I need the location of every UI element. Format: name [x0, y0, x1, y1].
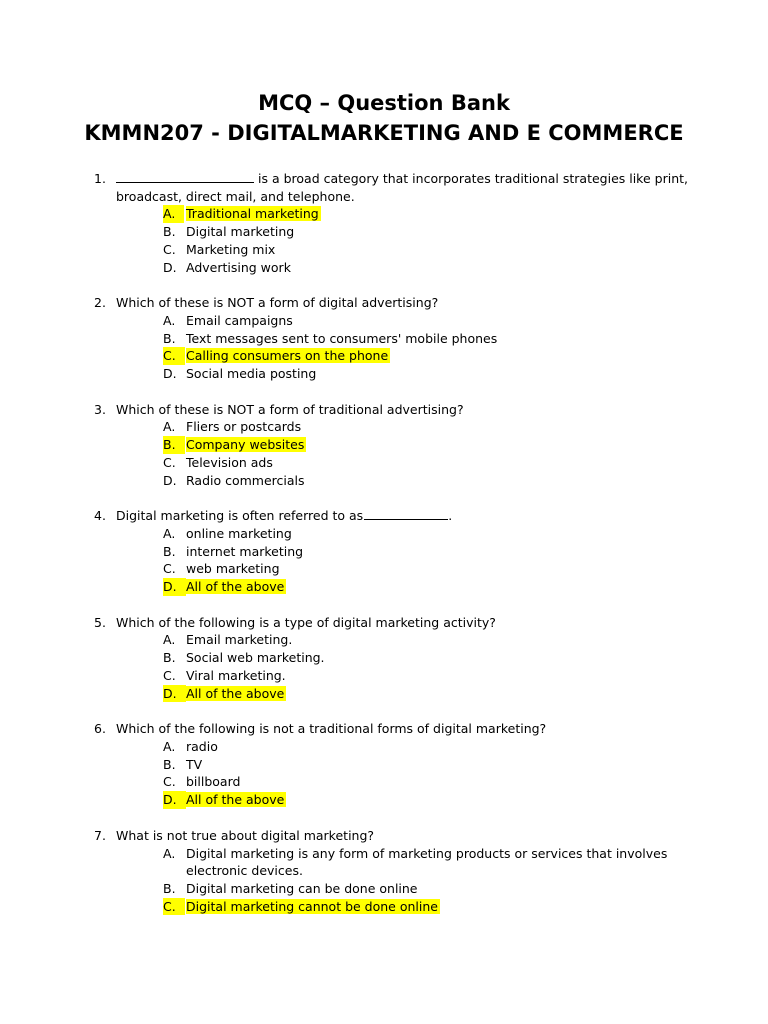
question-number: 5.	[94, 614, 106, 630]
option-list	[0, 418, 768, 489]
option-text: Television ads	[186, 454, 273, 470]
option-letter: D.	[163, 685, 186, 703]
question-text: Which of these is NOT a form of traditional advertising?	[116, 401, 464, 417]
option-text: Fliers or postcards	[186, 419, 302, 435]
option-letter: B.	[163, 436, 185, 454]
option-letter: A.	[163, 738, 176, 754]
option-letter: C.	[163, 667, 176, 683]
option-d	[0, 472, 768, 490]
option-d	[0, 365, 768, 383]
question-7	[0, 827, 768, 916]
option-d	[0, 578, 768, 596]
question-stem	[0, 294, 768, 312]
option-text: radio	[186, 738, 218, 754]
option-b	[0, 330, 768, 348]
option-letter: A.	[163, 845, 176, 861]
question-text: Digital marketing is often referred to as	[116, 508, 364, 524]
question-5	[0, 614, 768, 703]
option-text: web marketing	[186, 561, 280, 577]
option-text: Social media posting	[186, 366, 317, 382]
fill-in-blank	[364, 507, 448, 520]
option-list	[0, 205, 768, 276]
question-number: 4.	[94, 508, 106, 524]
option-c	[0, 241, 768, 259]
option-letter: C.	[163, 241, 176, 257]
option-text: Email campaigns	[186, 312, 293, 328]
question-stem	[0, 507, 768, 525]
option-text: Calling consumers on the phone	[186, 348, 389, 364]
option-letter: B.	[163, 880, 176, 896]
option-text: Text messages sent to consumers' mobile phones	[186, 330, 498, 346]
option-a	[0, 738, 768, 756]
question-number: 1.	[94, 171, 106, 186]
question-4	[0, 507, 768, 596]
option-text: Digital marketing can be done online	[186, 880, 418, 896]
option-letter: C.	[163, 898, 185, 916]
question-2	[0, 294, 768, 383]
option-text: Email marketing.	[186, 632, 293, 648]
option-text: Marketing mix	[186, 241, 276, 257]
option-b	[0, 543, 768, 561]
option-a	[0, 631, 768, 649]
option-text: Radio commercials	[186, 472, 305, 488]
option-c	[0, 454, 768, 472]
question-1	[0, 170, 768, 276]
option-text: Social web marketing.	[186, 650, 325, 666]
question-text: Which of these is NOT a form of digital advertising?	[116, 295, 439, 311]
question-stem	[0, 720, 768, 738]
option-d	[0, 685, 768, 703]
option-text: Company websites	[186, 437, 305, 453]
question-text: Which of the following is not a traditional forms of digital marketing?	[116, 721, 547, 737]
option-b	[0, 223, 768, 241]
question-number: 7.	[94, 827, 106, 843]
option-letter: A.	[163, 419, 176, 435]
option-list	[0, 845, 768, 916]
question-stem	[0, 170, 768, 205]
option-letter: B.	[163, 650, 176, 666]
option-letter: A.	[163, 312, 176, 328]
question-6	[0, 720, 768, 809]
document-title: MCQ – Question Bank	[258, 91, 510, 115]
option-a	[0, 205, 768, 223]
option-c	[0, 560, 768, 578]
question-3	[0, 401, 768, 490]
question-number: 3.	[94, 401, 106, 417]
option-text: Digital marketing cannot be done online	[186, 898, 438, 914]
option-text: Advertising work	[186, 259, 291, 275]
option-b	[0, 436, 768, 454]
fill-in-blank	[116, 170, 254, 183]
document-subtitle: KMMN207 - DIGITALMARKETING AND E COMMERCE	[84, 121, 684, 145]
option-text: TV	[186, 756, 203, 772]
option-letter: B.	[163, 330, 176, 346]
option-text: Digital marketing	[186, 224, 295, 240]
option-letter: B.	[163, 224, 176, 240]
option-letter: C.	[163, 774, 176, 790]
option-letter: B.	[163, 756, 176, 772]
option-text: All of the above	[186, 579, 285, 595]
question-stem	[0, 827, 768, 845]
option-letter: D.	[163, 366, 177, 382]
option-letter: C.	[163, 561, 176, 577]
option-text: Digital marketing is any form of marketing products or services that involves electronic devices.	[186, 845, 668, 879]
option-a	[0, 312, 768, 330]
option-letter: D.	[163, 472, 177, 488]
option-letter: D.	[163, 791, 186, 809]
question-stem	[0, 614, 768, 632]
option-letter: C.	[163, 347, 185, 365]
option-d	[0, 791, 768, 809]
question-number: 2.	[94, 295, 106, 311]
option-a	[0, 845, 768, 880]
option-letter: D.	[163, 259, 177, 275]
option-text: internet marketing	[186, 543, 304, 559]
option-letter: A.	[163, 205, 184, 223]
option-a	[0, 525, 768, 543]
question-text-end: .	[448, 508, 453, 524]
option-letter: B.	[163, 543, 176, 559]
option-letter: A.	[163, 632, 176, 648]
question-number: 6.	[94, 721, 106, 737]
option-text: online marketing	[186, 525, 292, 541]
option-c	[0, 898, 768, 916]
option-list	[0, 631, 768, 702]
option-b	[0, 756, 768, 774]
option-c	[0, 347, 768, 365]
option-letter: A.	[163, 525, 176, 541]
question-text: What is not true about digital marketing?	[116, 827, 375, 843]
option-text: Traditional marketing	[186, 206, 319, 222]
option-letter: C.	[163, 454, 176, 470]
option-letter: D.	[163, 578, 186, 596]
option-text: Viral marketing.	[186, 667, 286, 683]
option-c	[0, 667, 768, 685]
option-list	[0, 738, 768, 809]
option-c	[0, 773, 768, 791]
option-list	[0, 312, 768, 383]
option-b	[0, 649, 768, 667]
question-text: Which of the following is a type of digital marketing activity?	[116, 614, 496, 630]
option-text: billboard	[186, 774, 241, 790]
question-stem	[0, 401, 768, 419]
question-text: is a broad category that incorporates traditional strategies like print, broadcast, direct mail, and telephone.	[116, 171, 688, 204]
option-a	[0, 418, 768, 436]
option-d	[0, 259, 768, 277]
option-b	[0, 880, 768, 898]
option-text: All of the above	[186, 685, 285, 701]
option-list	[0, 525, 768, 596]
question-list	[0, 170, 768, 933]
option-text: All of the above	[186, 792, 285, 808]
